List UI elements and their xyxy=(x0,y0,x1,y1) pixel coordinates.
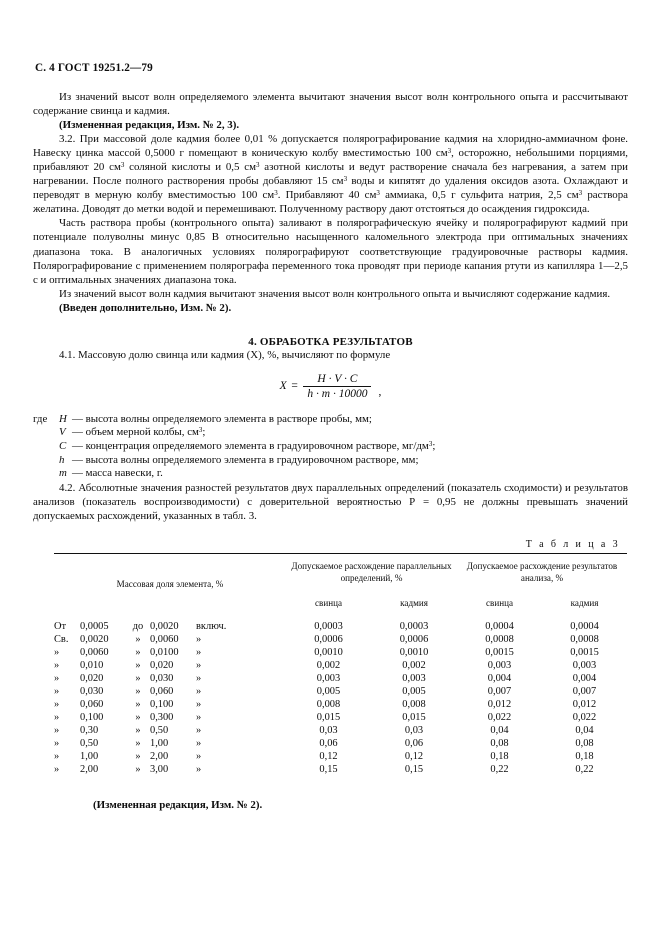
cell-value: 0,004 xyxy=(487,673,512,685)
range-parts xyxy=(54,646,201,659)
range-token: » xyxy=(135,764,141,776)
cell-value: 0,012 xyxy=(487,699,512,711)
table-row xyxy=(54,698,627,711)
range-token: » xyxy=(196,712,202,724)
cell-value: 0,03 xyxy=(319,725,338,737)
cell-value: 0,0015 xyxy=(485,647,514,658)
cell-value: 0,022 xyxy=(572,712,597,724)
definition-text: масса навески, г. xyxy=(85,467,163,480)
range-parts xyxy=(54,672,201,685)
header-sub-lead-2: свинца xyxy=(486,598,513,609)
superscript-3: 3 xyxy=(274,189,278,198)
range-token: » xyxy=(54,764,60,776)
cell-range xyxy=(54,737,286,750)
cell-range xyxy=(54,685,286,698)
definition-tail: ; xyxy=(432,439,436,452)
range-token: От xyxy=(54,620,67,632)
range-token: 0,0020 xyxy=(150,620,179,632)
range-token: 0,0005 xyxy=(80,620,109,632)
definition-item xyxy=(33,467,628,481)
range-token: » xyxy=(54,725,60,737)
definition-dash: — xyxy=(72,426,83,439)
definition-dash: — xyxy=(72,439,83,452)
header-sub-cadmium-2: кадмия xyxy=(570,598,599,609)
header-mass-fraction: Массовая доля элемента, % xyxy=(54,553,286,615)
range-token: » xyxy=(196,764,202,776)
definition-text: объем мерной колбы, см xyxy=(85,426,199,439)
table-header xyxy=(54,553,627,615)
cell-range xyxy=(54,672,286,685)
cell-value: 0,0003 xyxy=(399,620,429,632)
cell-value: 0,08 xyxy=(490,738,509,750)
cell-range xyxy=(54,633,286,646)
range-token: 0,50 xyxy=(80,738,99,750)
range-parts xyxy=(54,659,201,672)
superscript-3: 3 xyxy=(255,161,260,170)
range-token: » xyxy=(135,725,141,737)
range-token: » xyxy=(135,686,141,698)
range-token: » xyxy=(135,738,141,750)
range-token: включ. xyxy=(196,620,227,632)
cell-value: 0,004 xyxy=(572,673,597,685)
range-token: 0,0100 xyxy=(150,647,179,658)
cell-value: 0,003 xyxy=(487,660,512,672)
cell-value: 0,0003 xyxy=(314,620,343,632)
table-row xyxy=(54,750,627,763)
cell-value: 0,0006 xyxy=(399,633,429,645)
formula-equals: = xyxy=(290,380,299,393)
cell-value: 0,015 xyxy=(316,712,341,724)
cell-value: 0,12 xyxy=(319,751,338,763)
paragraph-clause-4-1: 4.1. Массовую долю свинца или кадмия (X), %, вычисляют по формуле xyxy=(59,348,391,361)
final-revision-note: (Измененная редакция, Изм. № 2). xyxy=(93,799,263,812)
range-token: » xyxy=(196,647,202,658)
definition-item xyxy=(33,440,628,454)
revision-note-1: (Измененная редакция, Изм. № 2, 3). xyxy=(59,119,240,132)
cell-value: 0,002 xyxy=(402,660,426,672)
cell-value: 0,12 xyxy=(404,751,424,763)
range-token: 0,0020 xyxy=(80,633,109,645)
definition-superscript: 3 xyxy=(428,440,433,449)
range-parts xyxy=(54,737,201,750)
range-token: » xyxy=(135,751,141,763)
range-token: » xyxy=(135,647,141,658)
range-token: 0,030 xyxy=(80,686,104,698)
range-token: 3,00 xyxy=(150,764,169,776)
range-token: » xyxy=(196,673,202,685)
range-token: » xyxy=(135,712,141,724)
range-token: » xyxy=(135,699,141,711)
superscript-3: 3 xyxy=(120,161,125,170)
range-token: » xyxy=(196,633,202,645)
definition-item xyxy=(33,426,628,440)
definition-symbol: H xyxy=(59,412,67,425)
cell-value: 0,04 xyxy=(575,725,594,737)
table-row xyxy=(54,724,627,737)
range-token: 0,020 xyxy=(150,660,174,672)
paragraph-polarography: Часть раствора пробы (контрольного опыта) заливают в полярографическую ячейку и полярографируют кадмий при потенциале полуволны минус 0,85 В относительно насыщенного каломельного электрода при оптимальных значениях диапазона тока. В аналогичных условиях полярографируют соответствующие градуировочные растворы кадмия. Полярографирование с применением полярографа переменного тока проводят при периоде капания ртути из капилляра 1—2,5 с и оптимальных значениях диапазона тока. xyxy=(33,217,628,286)
range-token: 0,0060 xyxy=(80,647,109,658)
range-token: 0,020 xyxy=(80,673,104,685)
range-token: 0,50 xyxy=(150,725,169,737)
range-token: » xyxy=(54,699,60,711)
cell-value: 0,04 xyxy=(490,725,509,737)
range-token: 0,300 xyxy=(150,712,174,724)
range-token: » xyxy=(54,712,60,724)
table-row xyxy=(54,763,627,782)
clause-3-2-part-a: 3.2. При массовой доле кадмия более 0,01 % допускается полярографирование кадмия на хлоридно-аммиачном фоне. Навеску цинка массой 0,5000 г помещают в коническую колбу вместимостью 100 см xyxy=(33,133,628,160)
header-group-analysis: Допускаемое расхождение результатов анализа, % xyxy=(457,553,627,592)
cell-range xyxy=(54,659,286,672)
clause-3-2-part-e: воды и кипятят до удаления оксидов азота. Охлаждают и переводят в мерную колбу вместимостью 100 см xyxy=(33,175,628,202)
range-parts xyxy=(54,750,201,763)
definitions-lead-word: где xyxy=(33,412,48,425)
cell-value: 0,012 xyxy=(572,699,597,711)
cell-value: 0,008 xyxy=(402,699,426,711)
definition-text: высота волны определяемого элемента в градуировочном растворе, мм; xyxy=(85,453,419,466)
cell-range xyxy=(54,711,286,724)
range-parts xyxy=(54,763,201,776)
cell-value: 0,06 xyxy=(404,738,424,750)
range-token: » xyxy=(196,686,202,698)
clause-3-2-part-g: аммиака, 0,5 г сульфита натрия, 2,5 см xyxy=(379,189,579,202)
range-token: » xyxy=(135,633,141,645)
formula-tail: , xyxy=(378,385,382,398)
table-row xyxy=(54,711,627,724)
range-parts xyxy=(54,724,201,737)
cell-range xyxy=(54,750,286,763)
range-token: Св. xyxy=(54,633,69,645)
cell-range xyxy=(54,724,286,737)
formula-lhs: X xyxy=(279,380,287,393)
cell-value: 0,003 xyxy=(572,660,597,672)
range-token: » xyxy=(196,725,202,737)
range-token: » xyxy=(135,673,141,685)
definition-tail: ; xyxy=(202,426,206,439)
range-parts xyxy=(54,620,226,633)
cell-value: 0,0004 xyxy=(485,620,514,632)
cell-value: 0,0004 xyxy=(570,620,599,632)
cell-value: 0,007 xyxy=(487,686,512,698)
range-parts xyxy=(54,685,201,698)
cell-value: 0,0008 xyxy=(570,633,599,645)
superscript-3: 3 xyxy=(447,147,452,156)
definition-symbol: h xyxy=(59,453,65,466)
cell-value: 0,002 xyxy=(316,660,341,672)
section-heading-4: 4. ОБРАБОТКА РЕЗУЛЬТАТОВ xyxy=(248,335,413,348)
table-row xyxy=(54,672,627,685)
cell-value: 0,0006 xyxy=(314,633,343,645)
formula-fraction xyxy=(303,373,371,400)
formula-definitions xyxy=(33,413,628,481)
cell-value: 0,08 xyxy=(575,738,594,750)
paragraph-cadmium-calc: Из значений высот волн кадмия вычитают значения высот волн контрольного опыта и вычисляют содержание кадмия. xyxy=(59,287,611,300)
cell-value: 0,18 xyxy=(490,751,509,763)
cell-value: 0,0008 xyxy=(485,633,514,645)
cell-range xyxy=(54,646,286,659)
header-sub-lead-1: свинца xyxy=(315,598,342,609)
cell-value: 0,15 xyxy=(319,764,338,776)
cell-value: 0,0010 xyxy=(399,647,429,658)
range-token: 1,00 xyxy=(150,738,169,750)
table-row xyxy=(54,685,627,698)
definition-symbol: V xyxy=(59,426,66,439)
table-row xyxy=(54,737,627,750)
cell-value: 0,06 xyxy=(319,738,338,750)
cell-value: 0,007 xyxy=(572,686,597,698)
range-token: 2,00 xyxy=(150,751,169,763)
formula-expression xyxy=(280,373,382,400)
definition-dash: — xyxy=(72,412,83,425)
table-row xyxy=(54,659,627,672)
cell-range xyxy=(54,615,286,633)
table-row xyxy=(54,646,627,659)
definition-item xyxy=(33,413,628,427)
superscript-3: 3 xyxy=(578,189,583,198)
header-sub-cadmium-1: кадмия xyxy=(400,598,428,609)
cell-value: 0,008 xyxy=(316,699,341,711)
formula-numerator: H · V · C xyxy=(303,373,371,387)
formula-denominator: h · m · 10000 xyxy=(307,387,368,400)
range-token: » xyxy=(135,660,141,672)
cell-value: 0,005 xyxy=(402,686,426,698)
cell-value: 0,22 xyxy=(490,764,509,776)
table-row xyxy=(54,633,627,646)
cell-value: 0,0010 xyxy=(314,647,343,658)
paragraph-intro: Из значений высот волн определяемого элемента вычитают значения высот волн контрольного опыта и рассчитывают содержание свинца и кадмия. xyxy=(33,91,628,118)
range-token: 0,100 xyxy=(150,699,174,711)
range-token: » xyxy=(196,738,202,750)
superscript-3: 3 xyxy=(343,175,348,184)
table-header-row-groups xyxy=(54,553,627,592)
superscript-3: 3 xyxy=(376,189,380,198)
cell-value: 0,18 xyxy=(575,751,594,763)
range-token: 0,010 xyxy=(80,660,104,672)
definition-text: высота волны определяемого элемента в растворе пробы, мм; xyxy=(85,412,372,425)
range-parts xyxy=(54,633,201,646)
range-token: до xyxy=(132,620,144,632)
range-token: » xyxy=(54,673,60,685)
cell-value: 0,003 xyxy=(316,673,341,685)
range-token: 0,100 xyxy=(80,712,104,724)
range-token: 0,0060 xyxy=(150,633,179,645)
range-token: » xyxy=(54,686,60,698)
definition-dash: — xyxy=(72,467,83,480)
range-parts xyxy=(54,711,201,724)
range-token: » xyxy=(54,660,60,672)
table-row xyxy=(54,615,627,633)
cell-range xyxy=(54,763,286,782)
clause-3-2-part-f: . Прибавляют 40 см xyxy=(277,189,377,202)
definition-item xyxy=(33,454,628,468)
table-body xyxy=(54,615,627,783)
range-token: 2,00 xyxy=(80,764,99,776)
definition-dash: — xyxy=(72,453,83,466)
page-header: С. 4 ГОСТ 19251.2—79 xyxy=(35,62,153,74)
cell-range xyxy=(54,698,286,711)
clause-3-2-part-b: , осторожно, небольшими порциями, прибавляют 20 см xyxy=(33,147,628,174)
range-parts xyxy=(54,698,201,711)
range-token: » xyxy=(196,660,202,672)
tolerance-table xyxy=(54,553,627,783)
cell-value: 0,015 xyxy=(402,712,426,724)
range-token: » xyxy=(54,647,60,658)
cell-value: 0,0015 xyxy=(570,647,599,658)
header-group-parallel: Допускаемое расхождение параллельных определений, % xyxy=(286,553,457,592)
clause-3-2-part-h: раствора желатина. Доводят до метки водой и перемешивают. Полученному раствору дают отстояться до осаждения гидроксида. xyxy=(33,189,629,216)
range-token: 1,00 xyxy=(80,751,99,763)
definition-superscript: 3 xyxy=(198,426,203,435)
cell-value: 0,22 xyxy=(575,764,594,776)
definition-symbol: C xyxy=(59,439,67,452)
revision-note-2: (Введен дополнительно, Изм. № 2). xyxy=(59,301,232,314)
paragraph-clause-3-2 xyxy=(33,132,628,216)
definition-symbol: m xyxy=(59,467,67,480)
range-token: 0,060 xyxy=(150,686,174,698)
clause-3-2-part-c: соляной кислоты и 0,5 см xyxy=(124,161,256,174)
paragraph-clause-4-2: 4.2. Абсолютные значения разностей результатов двух параллельных определений (показатель сходимости) и результатов анализов (показатель воспроизводимости) с доверительной вероятностью Р = 0,95 не должны превышать значений допускаемых расхождений, указанных в табл. 3. xyxy=(33,481,628,522)
cell-value: 0,022 xyxy=(487,712,512,724)
clause-3-2-part-d: азотной кислоты и ведут растворение сначала без нагревания, а затем при нагревании. После полного растворения пробы добавляют 15 см xyxy=(33,161,629,188)
range-token: » xyxy=(54,751,60,763)
definition-text: концентрация определяемого элемента в градуировочном растворе, мг/дм xyxy=(85,439,429,452)
range-token: » xyxy=(196,699,202,711)
cell-value: 0,03 xyxy=(404,725,424,737)
cell-value: 0,005 xyxy=(316,686,341,698)
range-token: 0,030 xyxy=(150,673,174,685)
range-token: 0,30 xyxy=(80,725,99,737)
range-token: » xyxy=(54,738,60,750)
formula-mass-fraction xyxy=(33,373,628,400)
cell-value: 0,15 xyxy=(404,764,424,776)
range-token: » xyxy=(196,751,202,763)
range-token: 0,060 xyxy=(80,699,104,711)
cell-value: 0,003 xyxy=(402,673,426,685)
table-caption: Т а б л и ц а 3 xyxy=(525,538,620,550)
